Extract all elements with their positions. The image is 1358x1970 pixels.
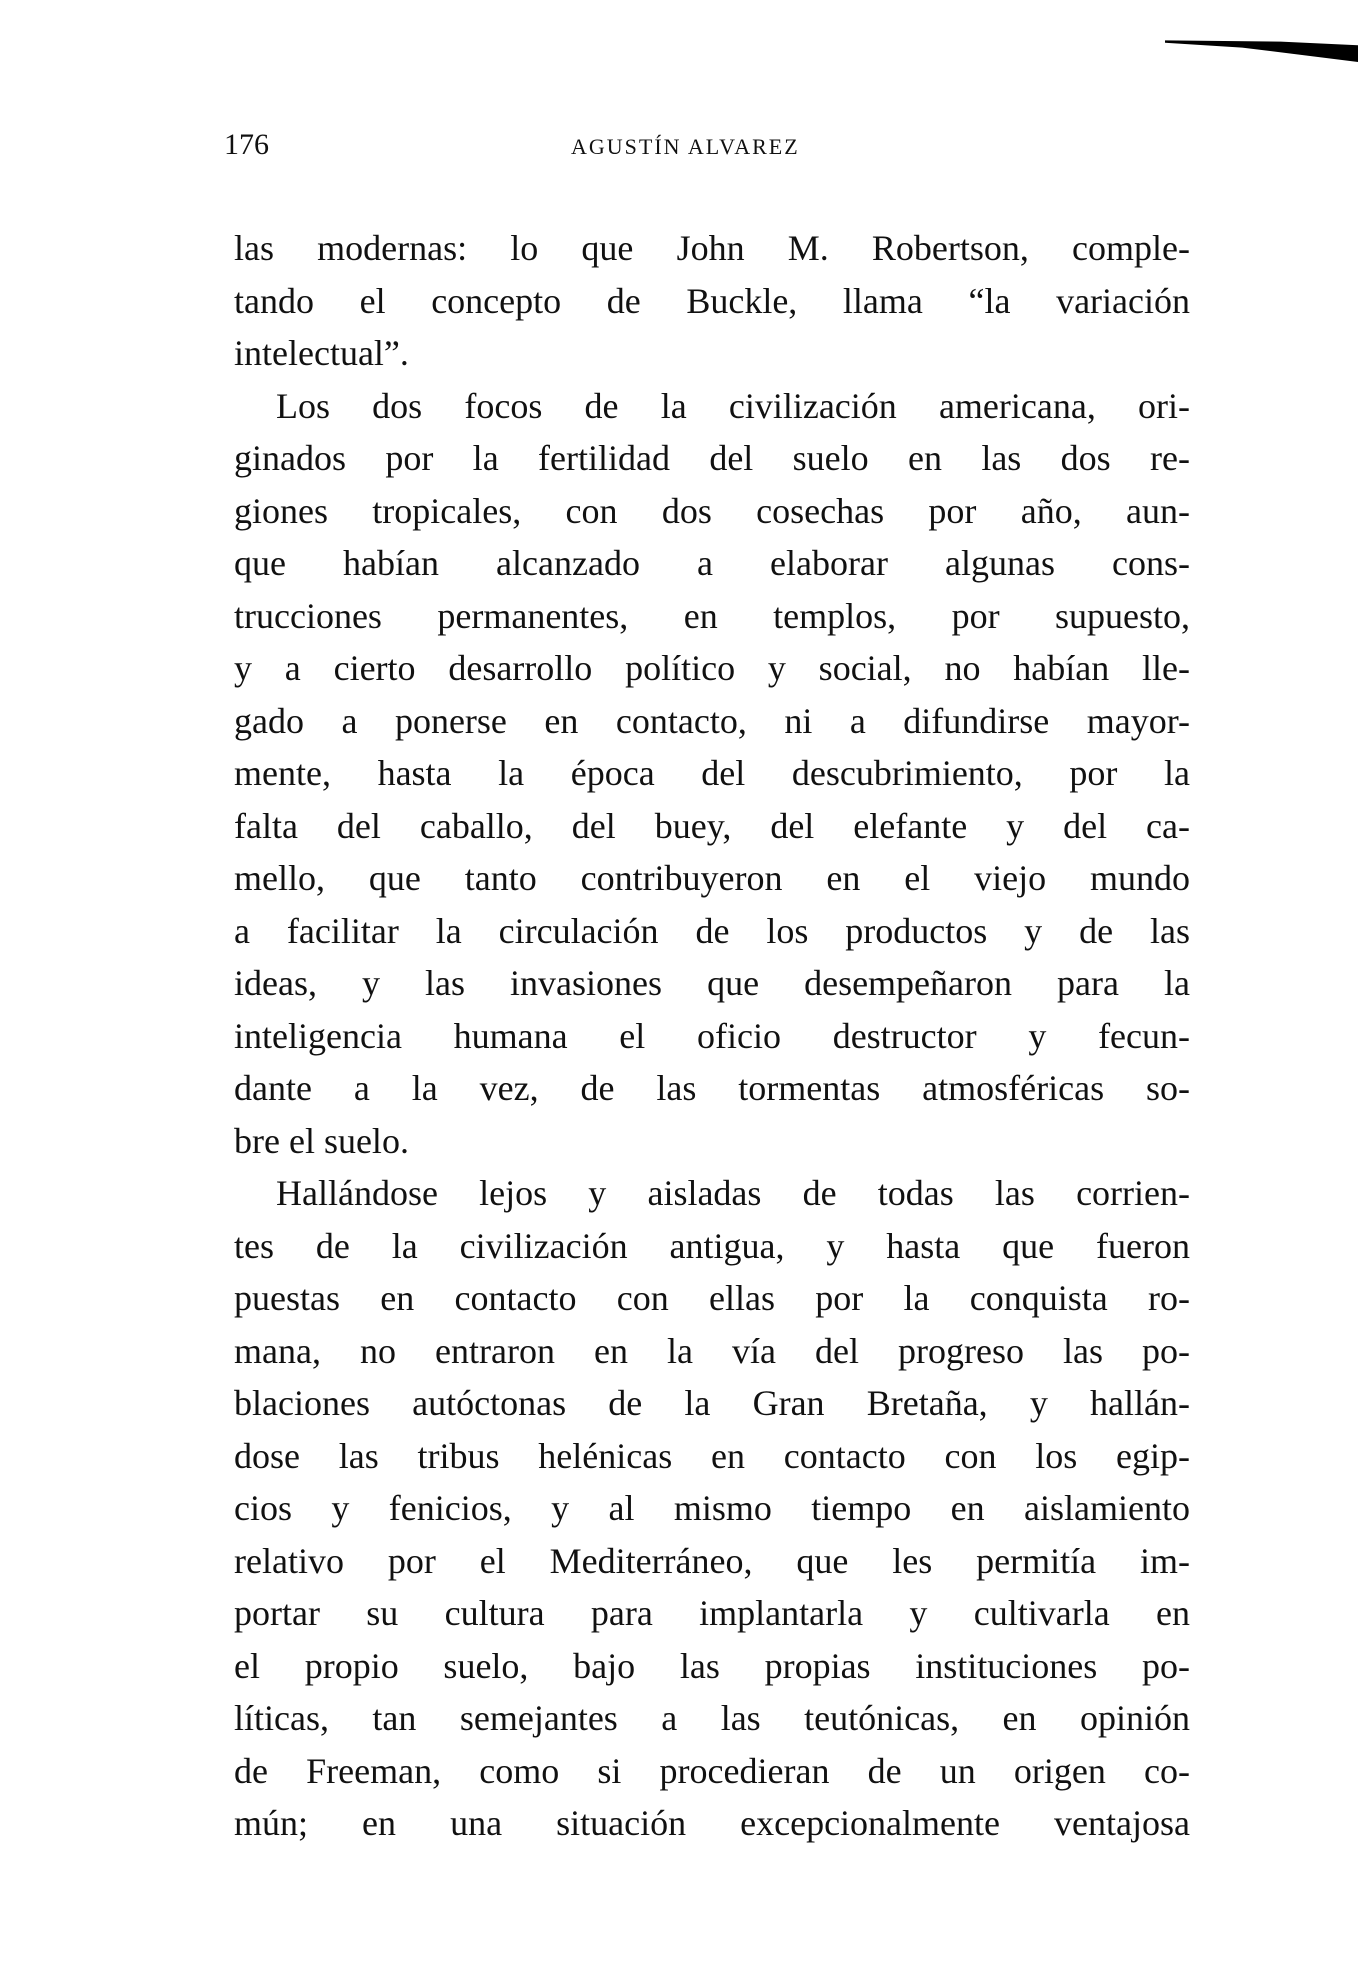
text-line: gado a ponerse en contacto, ni a difundirse mayor-: [234, 700, 1190, 741]
text-line: Hallándose lejos y aisladas de todas las corrien-: [276, 1173, 1190, 1213]
text-line: mún; en una situación excepcionalmente ventajosa: [234, 1803, 1190, 1843]
text-line: intelectual”.: [234, 333, 409, 373]
text-line: a facilitar la circulación de los productos y de las: [234, 910, 1190, 951]
page-header: [224, 128, 1190, 168]
page-number: 176: [224, 128, 269, 161]
text-line: puestas en contacto con ellas por la conquista ro-: [234, 1278, 1190, 1318]
text-line: portar su cultura para implantarla y cultivarla en: [234, 1593, 1190, 1633]
text-line: inteligencia humana el oficio destructor y fecun-: [234, 1015, 1190, 1056]
text-line: Los dos focos de la civilización americana, ori-: [276, 385, 1190, 426]
paragraph: [234, 222, 1190, 380]
text-line: mente, hasta la época del descubrimiento, por la: [234, 753, 1190, 793]
text-line: cios y fenicios, y al mismo tiempo en aislamiento: [234, 1488, 1190, 1528]
text-line: mana, no entraron en la vía del progreso las po-: [234, 1330, 1190, 1371]
text-line: las modernas: lo que John M. Robertson, comple-: [234, 228, 1190, 268]
paragraph: [234, 1167, 1190, 1850]
text-line: trucciones permanentes, en templos, por supuesto,: [234, 595, 1190, 636]
text-line: giones tropicales, con dos cosechas por año, aun-: [234, 490, 1190, 531]
scan-artifact-mark: [1165, 38, 1358, 62]
text-line: ideas, y las invasiones que desempeñaron para la: [234, 963, 1190, 1003]
text-line: líticas, tan semejantes a las teutónicas, en opinión: [234, 1698, 1190, 1738]
paragraph: [234, 380, 1190, 1168]
body-text: [234, 222, 1190, 1850]
text-line: tes de la civilización antigua, y hasta que fueron: [234, 1225, 1190, 1266]
text-line: blaciones autóctonas de la Gran Bretaña, y hallán-: [234, 1383, 1190, 1423]
text-line: dante a la vez, de las tormentas atmosféricas so-: [234, 1068, 1190, 1108]
text-line: y a cierto desarrollo político y social, no habían lle-: [234, 648, 1190, 688]
text-line: el propio suelo, bajo las propias instituciones po-: [234, 1645, 1190, 1686]
text-line: bre el suelo.: [234, 1120, 409, 1161]
text-line: tando el concepto de Buckle, llama “la variación: [234, 280, 1190, 321]
text-line: mello, que tanto contribuyeron en el viejo mundo: [234, 858, 1190, 898]
text-line: falta del caballo, del buey, del elefante y del ca-: [234, 805, 1190, 846]
text-line: de Freeman, como si procedieran de un origen co-: [234, 1750, 1190, 1791]
running-head: AGUSTÍN ALVAREZ: [571, 134, 800, 159]
text-line: relativo por el Mediterráneo, que les permitía im-: [234, 1540, 1190, 1581]
text-line: ginados por la fertilidad del suelo en las dos re-: [234, 438, 1190, 478]
text-line: dose las tribus helénicas en contacto con los egip-: [234, 1435, 1190, 1476]
text-line: que habían alcanzado a elaborar algunas cons-: [234, 543, 1190, 583]
